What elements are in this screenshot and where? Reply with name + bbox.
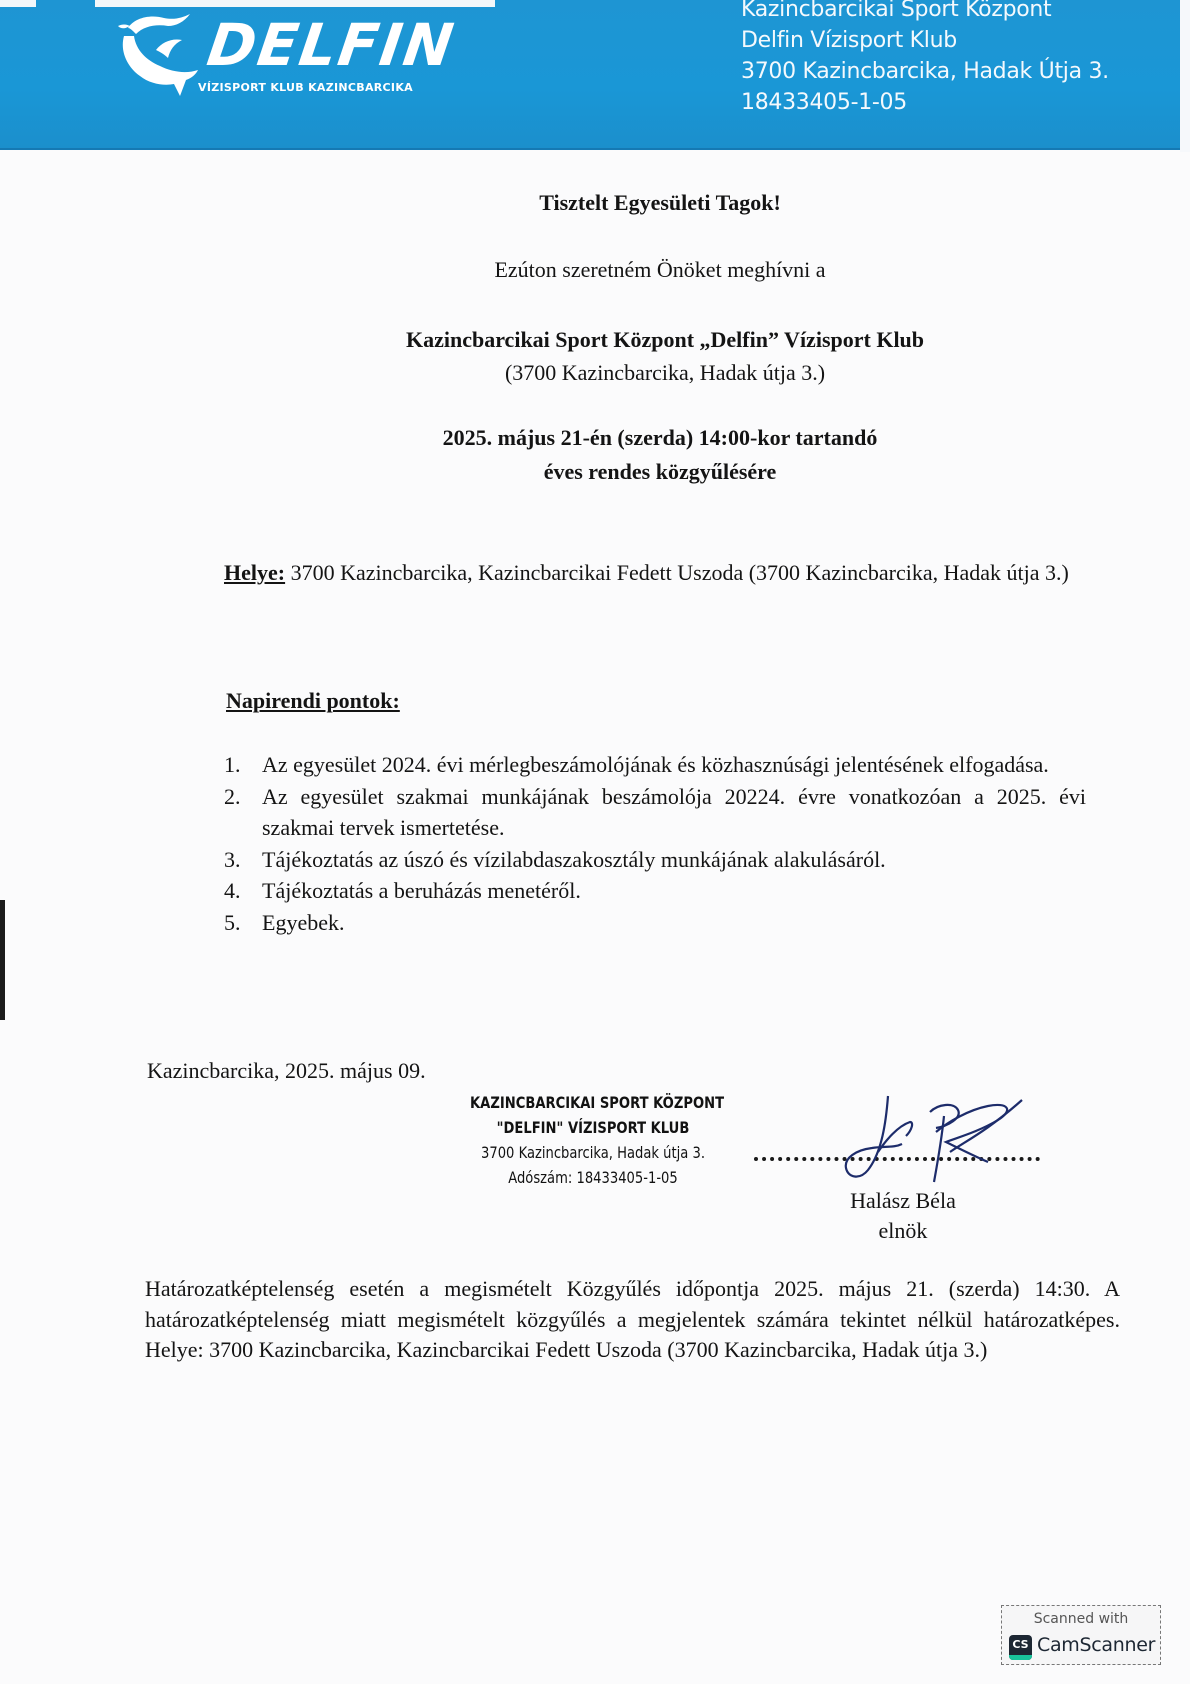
meeting-time: 2025. május 21-én (szerda) 14:00-kor tartandó	[442, 425, 878, 450]
agenda-number: 5.	[224, 909, 241, 935]
camscanner-logo-icon: CS	[1009, 1635, 1032, 1660]
club-logo	[110, 6, 470, 98]
tax-number: 18433405-1-05	[741, 90, 907, 115]
agenda-text: Az egyesület 2024. évi mérlegbeszámolójának és közhasznúsági jelentésének elfogadása.	[262, 752, 1049, 777]
agenda-number: 4.	[224, 878, 241, 903]
stamp-line: KAZINCBARCIKAI SPORT KÖZPONT	[470, 1093, 725, 1112]
signer-name: Halász Béla	[850, 1188, 956, 1213]
club-stamp	[470, 1090, 725, 1190]
scan-artifact	[1180, 0, 1190, 152]
agenda-list	[224, 749, 1086, 938]
agenda-text: Tájékoztatás az úszó és vízilabdaszakosztály munkájának alakulásáról.	[262, 846, 886, 872]
agenda-text: Tájékoztatás a beruházás menetéről.	[262, 878, 581, 903]
stamp-line: 3700 Kazincbarcika, Hadak útja 3.	[481, 1143, 705, 1162]
venue-paragraph	[224, 556, 1074, 589]
logo-tagline: VÍZISPORT KLUB KAZINCBARCIKA	[198, 81, 413, 94]
meeting-type: éves rendes közgyűlésére	[543, 459, 777, 484]
scan-artifact	[0, 0, 36, 7]
quorum-notice: Határozatképtelenség esetén a megismételt Közgyűlés időpontja 2025. május 21. (szerda) 14:30. A határozatképtelenség miatt megismételt közgyűlés a megjelentek számára tekintet nélkül határozatképes. Helye: 3700 Kazincbarcika, Kazincbarcikai Fedett Uszoda (3700 Kazincbarcika, Hadak útja 3.)	[145, 1276, 1120, 1362]
agenda-item	[224, 749, 1086, 781]
invite-line: Ezúton szeretném Önöket meghívni a	[494, 257, 826, 282]
agenda-item	[224, 907, 1086, 939]
scan-edge-shadow	[0, 900, 5, 1020]
agenda-text: Az egyesület szakmai munkájának beszámolója 20224. évre vonatkozóan a 2025. évi szakmai tervek ismertetése.	[262, 783, 1086, 840]
address-line: Kazincbarcikai Sport Központ	[741, 0, 1052, 22]
agenda-item	[224, 781, 1086, 844]
agenda-number: 2.	[224, 783, 241, 809]
club-name: Kazincbarcikai Sport Központ „Delfin” Vízisport Klub	[405, 327, 925, 352]
letterhead-banner	[0, 0, 1190, 150]
agenda-item	[224, 844, 1086, 876]
venue-text: 3700 Kazincbarcika, Kazincbarcikai Fedett Uszoda (3700 Kazincbarcika, Hadak útja 3.)	[290, 560, 1069, 585]
logo-wordmark: DELFIN	[203, 11, 460, 79]
address-line: 3700 Kazincbarcika, Hadak Útja 3.	[741, 59, 1109, 84]
agenda-number: 1.	[224, 752, 241, 777]
dolphin-icon	[110, 6, 202, 98]
agenda-text: Egyebek.	[262, 909, 345, 935]
stamp-line: "DELFIN" VÍZISPORT KLUB	[496, 1118, 690, 1137]
camscanner-watermark	[1001, 1605, 1161, 1665]
watermark-brand: CamScanner	[1037, 1634, 1156, 1656]
signer-role: elnök	[878, 1218, 928, 1243]
venue-label: Helye:	[224, 560, 286, 585]
club-address: (3700 Kazincbarcika, Hadak útja 3.)	[504, 360, 826, 385]
stamp-line: Adószám: 18433405-1-05	[508, 1168, 678, 1187]
address-line: Delfin Vízisport Klub	[741, 28, 957, 53]
watermark-caption: Scanned with	[1033, 1611, 1129, 1627]
greeting: Tisztelt Egyesületi Tagok!	[539, 190, 781, 215]
agenda-number: 3.	[224, 846, 241, 872]
handwritten-signature	[838, 1092, 1028, 1184]
agenda-title: Napirendi pontok:	[226, 688, 400, 713]
agenda-item	[224, 875, 1086, 907]
place-and-date: Kazincbarcika, 2025. május 09.	[147, 1058, 426, 1083]
letterhead-address	[741, 0, 1109, 118]
